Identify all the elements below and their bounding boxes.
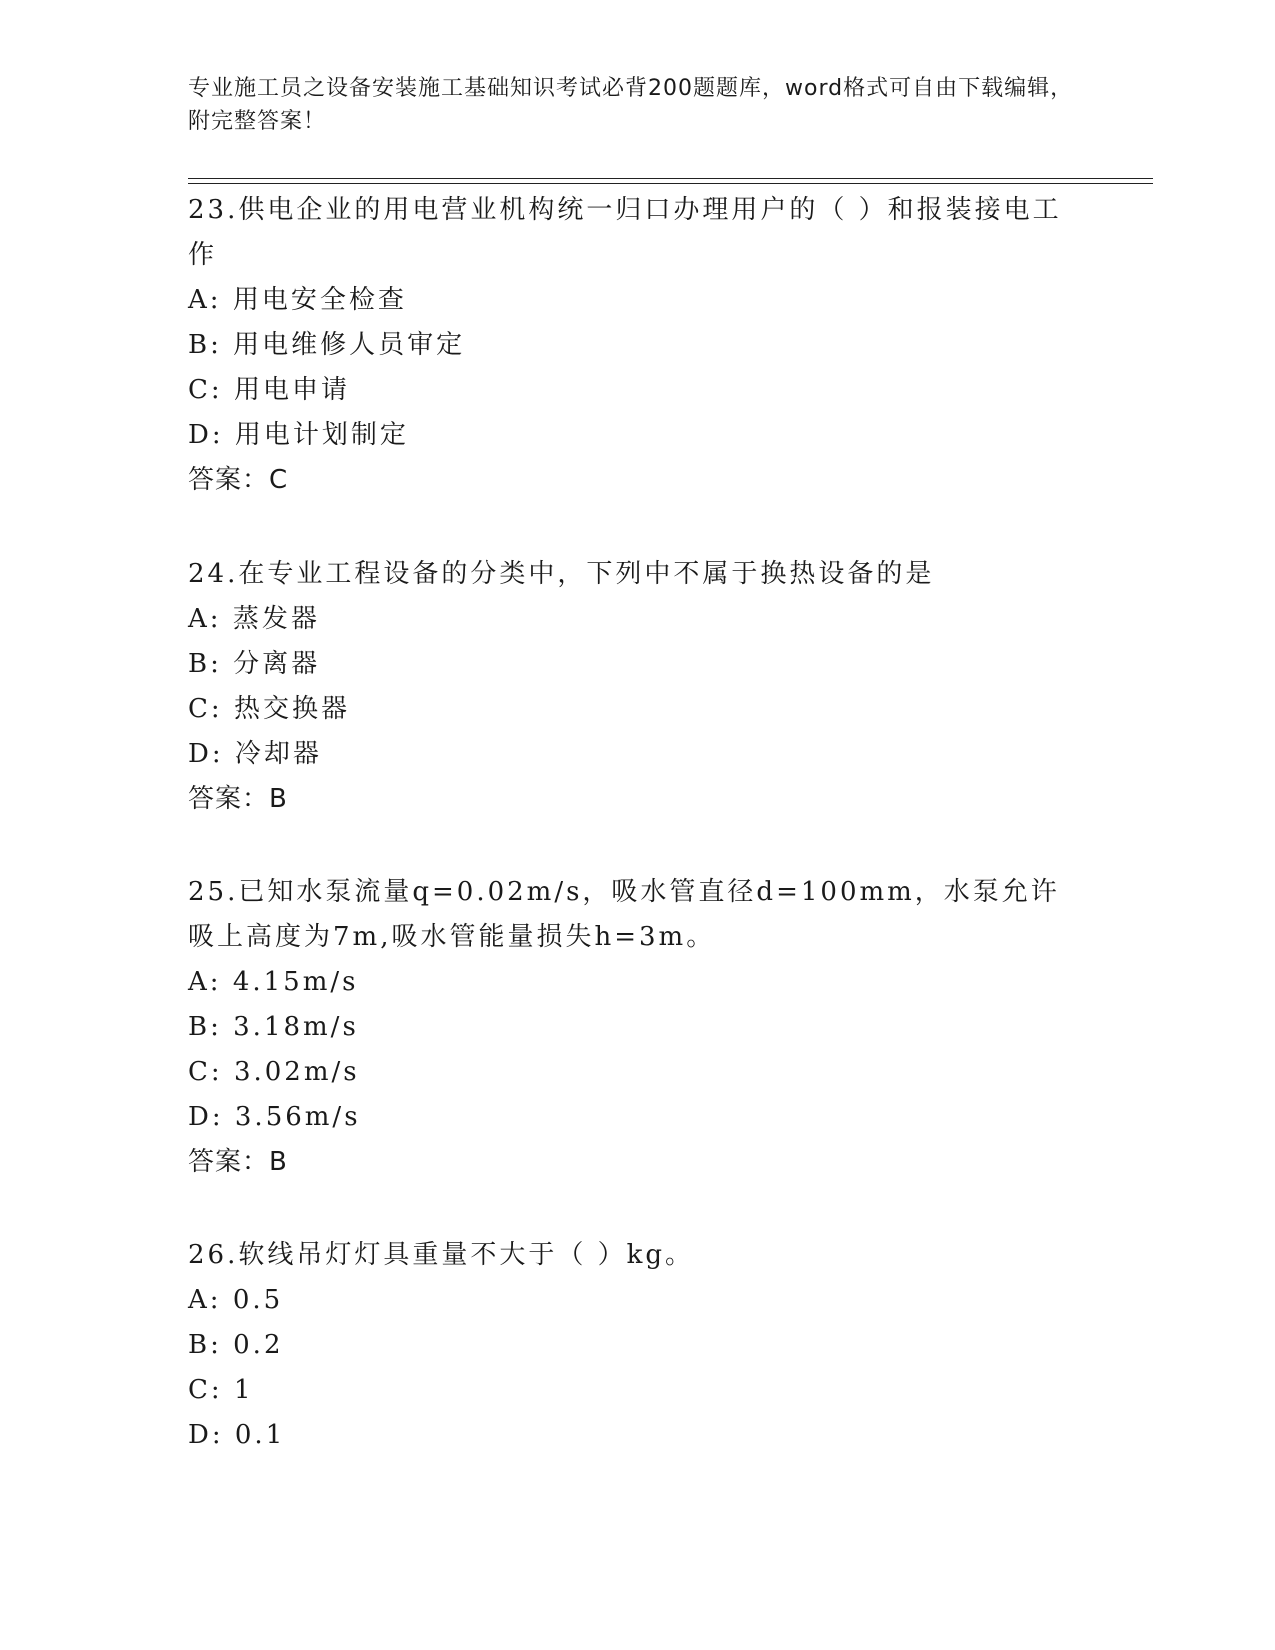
option-text: 1 — [233, 1375, 254, 1405]
option-a — [188, 597, 1068, 642]
document-header: 专业施工员之设备安装施工基础知识考试必背200题题库，word格式可自由下载编辑，附完整答案！ — [188, 76, 1074, 134]
option-letter: C — [188, 375, 211, 405]
option-text: 分离器 — [233, 649, 321, 679]
option-a — [188, 960, 1068, 1005]
option-separator: : — [209, 967, 233, 997]
option-a — [188, 278, 1068, 323]
option-letter: C — [188, 1375, 211, 1405]
option-letter: B — [188, 1012, 211, 1042]
question-23 — [188, 188, 1068, 503]
option-c — [188, 368, 1068, 413]
option-d — [188, 1095, 1068, 1140]
header-divider-top — [188, 178, 1153, 179]
option-letter: A — [188, 285, 210, 315]
option-d — [188, 1413, 1068, 1458]
option-text: 3.56m/s — [234, 1102, 361, 1132]
answer: 答案：B — [188, 1147, 288, 1177]
question-text: 25.已知水泵流量q=0.02m/s，吸水管直径d=100mm，水泵允许吸上高度为7m,吸水管能量损失h=3m。 — [188, 877, 1060, 952]
option-text: 3.18m/s — [233, 1012, 359, 1042]
option-letter: A — [188, 967, 210, 997]
option-d — [188, 413, 1068, 458]
option-separator: : — [211, 1420, 235, 1450]
option-separator: : — [210, 375, 234, 405]
question-text: 24.在专业工程设备的分类中，下列中不属于换热设备的是 — [188, 559, 935, 589]
option-text: 蒸发器 — [232, 604, 320, 634]
option-letter: A — [188, 604, 210, 634]
option-separator: : — [210, 1057, 234, 1087]
option-text: 用电计划制定 — [234, 420, 409, 450]
option-letter: D — [188, 420, 212, 450]
option-separator: : — [209, 285, 233, 315]
option-c — [188, 1050, 1068, 1095]
question-25 — [188, 870, 1068, 1185]
option-letter: C — [188, 1057, 211, 1087]
option-c — [188, 1368, 1068, 1413]
option-letter: D — [188, 1102, 212, 1132]
option-separator: : — [210, 694, 234, 724]
option-letter: A — [188, 1285, 210, 1315]
option-text: 0.1 — [234, 1420, 286, 1450]
option-text: 热交换器 — [233, 694, 350, 724]
option-text: 用电安全检查 — [232, 285, 407, 315]
option-b — [188, 642, 1068, 687]
option-separator: : — [209, 604, 233, 634]
option-separator: : — [210, 649, 234, 679]
option-text: 用电维修人员审定 — [233, 330, 466, 360]
option-separator: : — [210, 1330, 234, 1360]
option-letter: B — [188, 1330, 211, 1360]
option-text: 0.2 — [233, 1330, 284, 1360]
option-text: 0.5 — [232, 1285, 284, 1315]
option-separator: : — [209, 1285, 233, 1315]
question-26 — [188, 1233, 1068, 1458]
answer: 答案：C — [188, 465, 289, 495]
option-b — [188, 1323, 1068, 1368]
question-text: 26.软线吊灯灯具重量不大于（ ）kg。 — [188, 1240, 695, 1270]
header-divider-bottom — [188, 183, 1153, 184]
option-text: 用电申请 — [233, 375, 350, 405]
option-separator: : — [210, 330, 234, 360]
option-d — [188, 732, 1068, 777]
option-a — [188, 1278, 1068, 1323]
answer: 答案：B — [188, 784, 288, 814]
option-text: 冷却器 — [234, 739, 322, 769]
option-letter: D — [188, 1420, 212, 1450]
option-letter: B — [188, 649, 211, 679]
question-24 — [188, 552, 1068, 822]
question-text: 23.供电企业的用电营业机构统一归口办理用户的（ ）和报装接电工作 — [188, 195, 1062, 270]
option-separator: : — [210, 1012, 234, 1042]
option-b — [188, 1005, 1068, 1050]
option-separator: : — [211, 1102, 235, 1132]
option-separator: : — [211, 420, 235, 450]
option-b — [188, 323, 1068, 368]
option-text: 3.02m/s — [233, 1057, 360, 1087]
option-c — [188, 687, 1068, 732]
option-letter: B — [188, 330, 211, 360]
option-letter: D — [188, 739, 212, 769]
option-letter: C — [188, 694, 211, 724]
option-separator: : — [210, 1375, 234, 1405]
option-text: 4.15m/s — [232, 967, 359, 997]
option-separator: : — [211, 739, 235, 769]
